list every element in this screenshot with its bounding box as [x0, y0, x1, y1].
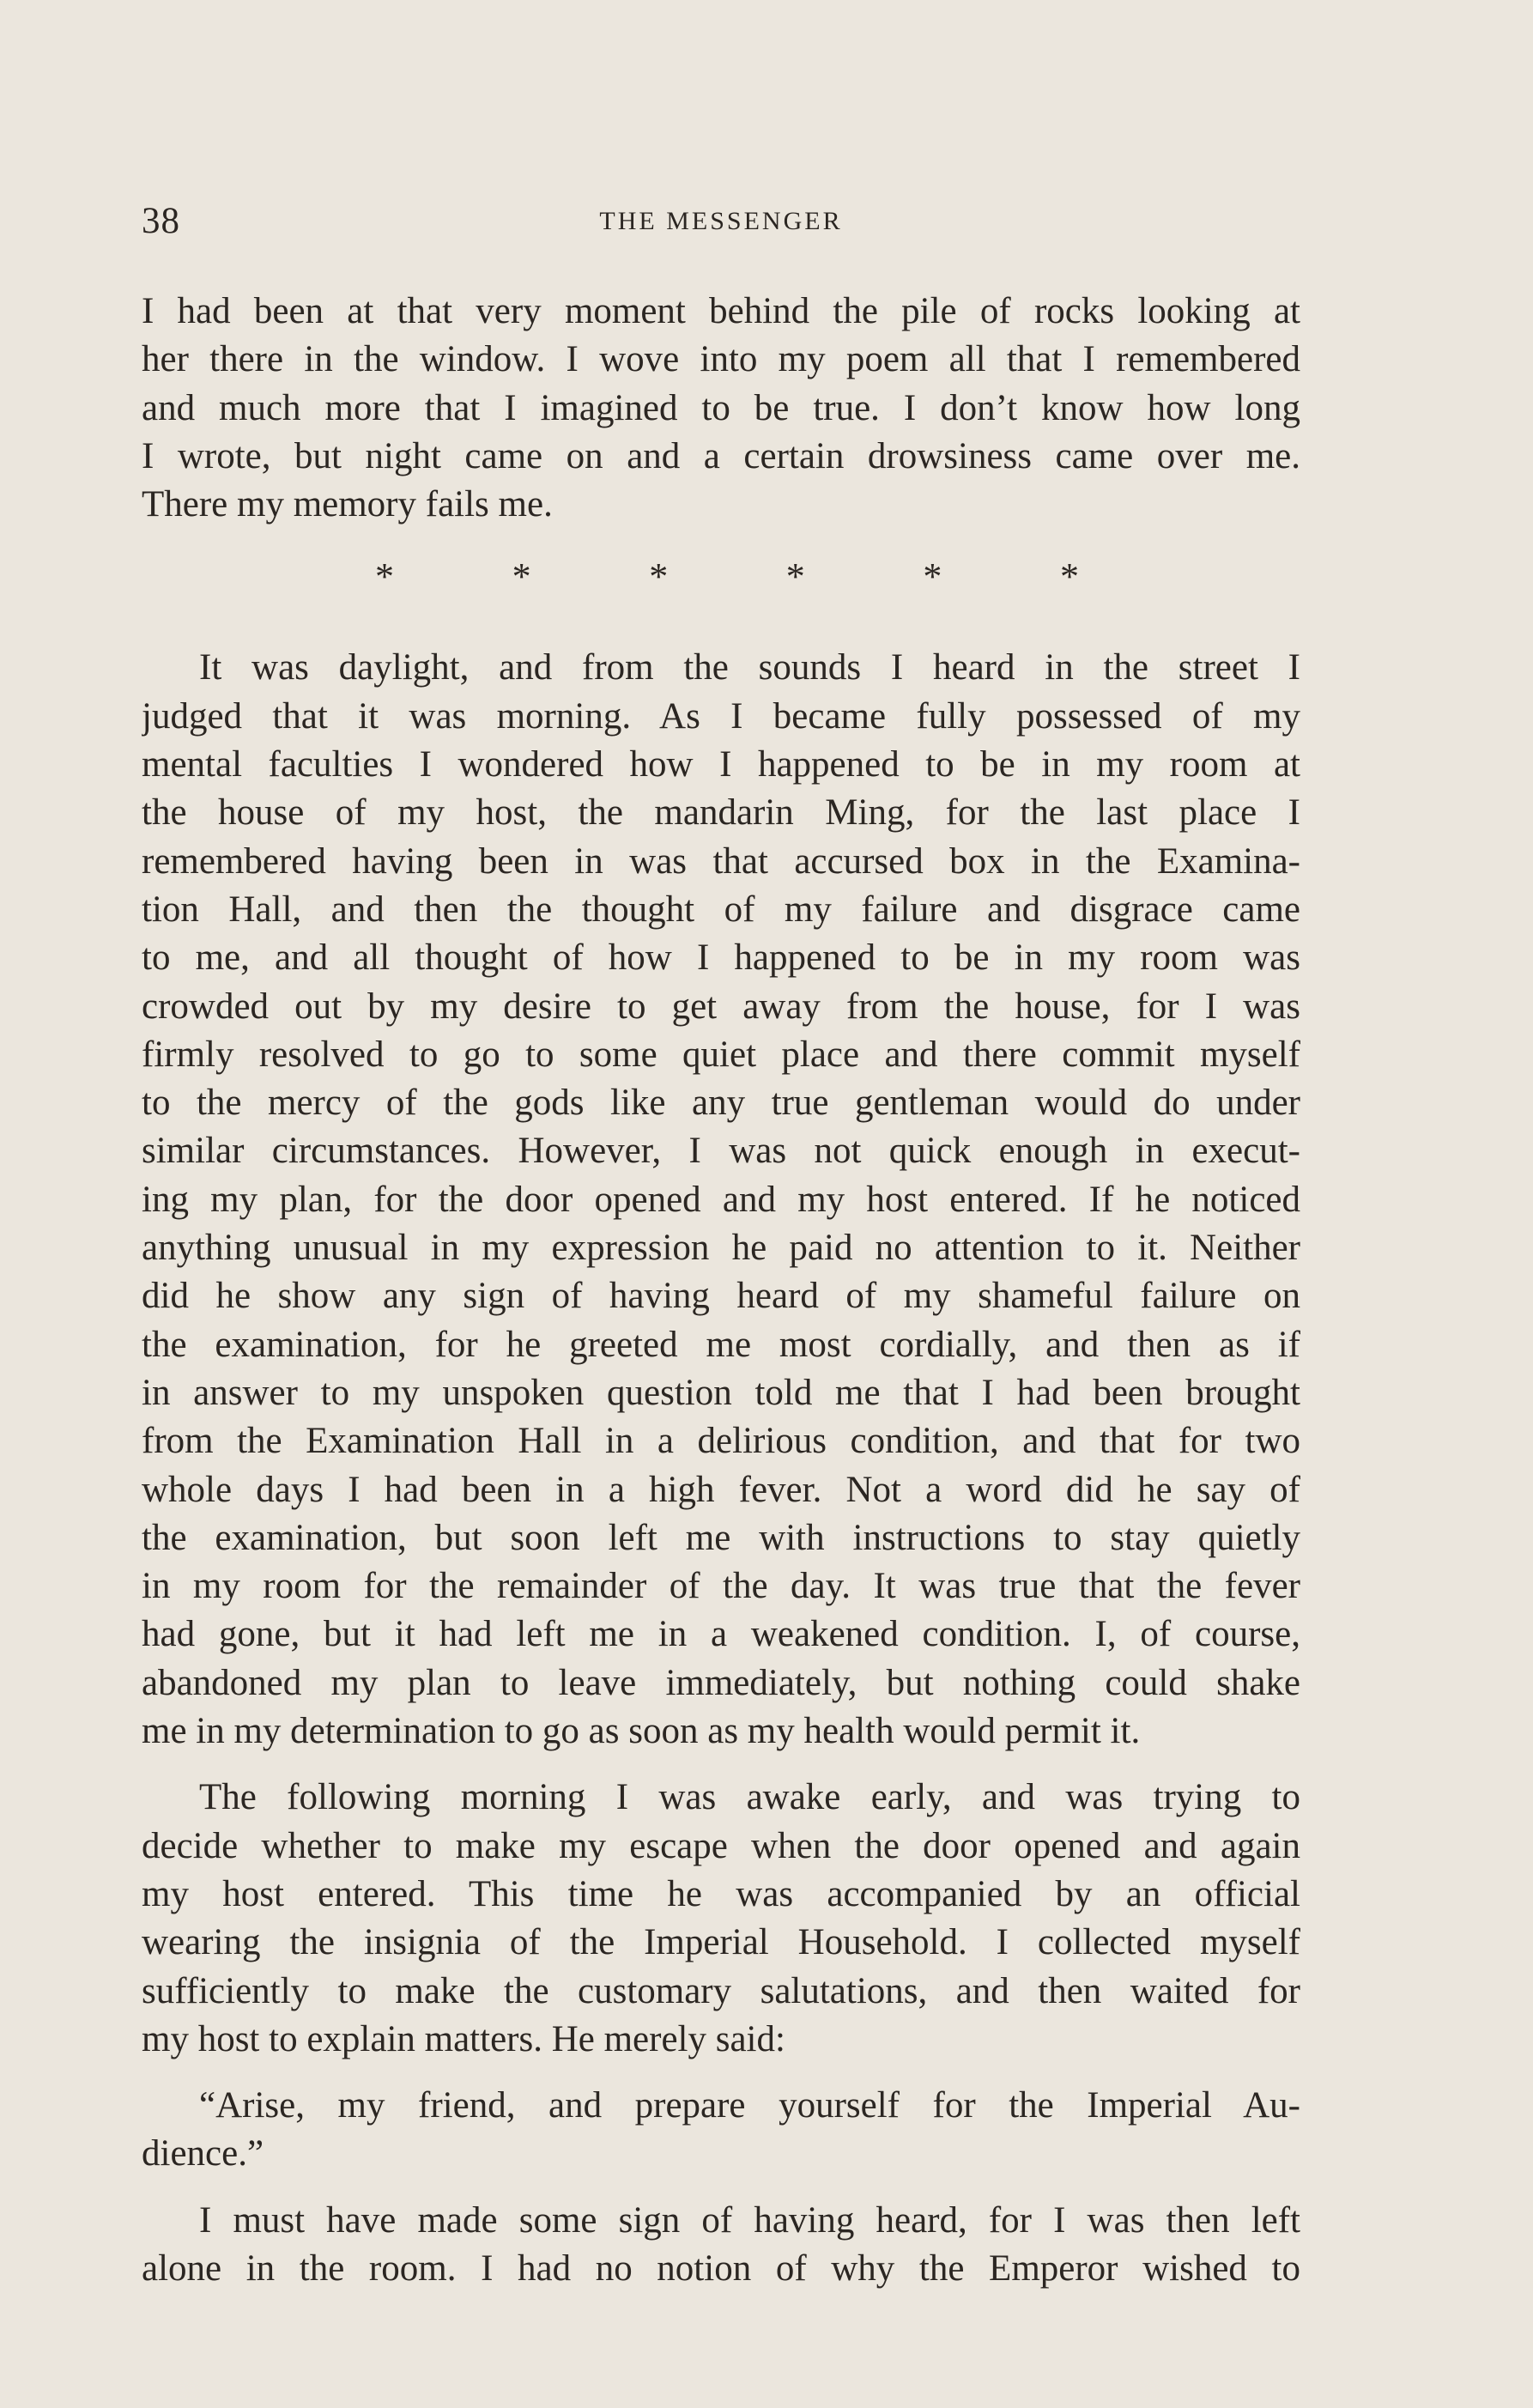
text-line: ing my plan, for the door opened and my host entered. If he noticed: [142, 1179, 1300, 1220]
text-line: “Arise, my friend, and prepare yourself for the Imperial Au-: [199, 2085, 1300, 2126]
text-line: alone in the room. I had no notion of why the Emperor wished to: [142, 2247, 1300, 2289]
paragraph: [142, 288, 1300, 529]
paragraph: [142, 2082, 1300, 2179]
text-line: I must have made some sign of having heard, for I was then left: [199, 2199, 1300, 2241]
text-line: to the mercy of the gods like any true gentleman would do under: [142, 1083, 1300, 1124]
paragraph-gap: [142, 2179, 1300, 2197]
text-line: sufficiently to make the customary salutations, and then waited for: [142, 1970, 1300, 2011]
text-line: me in my determination to go as soon as my health would permit it.: [142, 1711, 1141, 1752]
asterisk: *: [512, 555, 531, 598]
asterisk: *: [649, 555, 669, 598]
text-line: to me, and all thought of how I happened to be in my room was: [142, 937, 1300, 979]
paragraph: [142, 2197, 1300, 2294]
paragraph-gap: [142, 2064, 1300, 2082]
text-line: I had been at that very moment behind the pile of rocks looking at: [142, 291, 1300, 331]
text-line: whole days I had been in a high fever. Not a word did he say of: [142, 1469, 1300, 1510]
asterisk: *: [923, 555, 942, 598]
text-line: my host to explain matters. He merely said:: [142, 2018, 785, 2059]
asterisk: *: [785, 555, 805, 598]
text-line: did he show any sign of having heard of my shameful failure on: [142, 1276, 1300, 1317]
section-separator: [375, 553, 1079, 601]
text-line: tion Hall, and then the thought of my failure and disgrace came: [142, 889, 1300, 930]
text-line: in my room for the remainder of the day. It was true that the fever: [142, 1566, 1300, 1607]
text-line: crowded out by my desire to get away from the house, for I was: [142, 986, 1300, 1027]
text-line: The following morning I was awake early, and was trying to: [199, 1777, 1300, 1818]
page-header: [142, 196, 1300, 247]
body-text: [142, 288, 1300, 2293]
text-line: mental faculties I wondered how I happened to be in my room at: [142, 744, 1300, 785]
text-line: the examination, for he greeted me most cordially, and then as if: [142, 1324, 1300, 1365]
asterisk: *: [375, 555, 394, 598]
paragraph-gap: [142, 1756, 1300, 1774]
text-line: her there in the window. I wove into my poem all that I remembered: [142, 339, 1300, 380]
text-line: from the Examination Hall in a delirious condition, and that for two: [142, 1421, 1300, 1462]
text-line: wearing the insignia of the Imperial Household. I collected myself: [142, 1922, 1300, 1963]
text-line: had gone, but it had left me in a weakened condition. I, of course,: [142, 1614, 1300, 1655]
text-line: decide whether to make my escape when the door opened and again: [142, 1825, 1300, 1866]
asterisk: *: [1059, 555, 1079, 598]
text-line: the examination, but soon left me with instructions to stay quietly: [142, 1517, 1300, 1558]
text-line: I wrote, but night came on and a certain drowsiness came over me.: [142, 435, 1300, 476]
paragraph: [142, 1774, 1300, 2064]
text-line: the house of my host, the mandarin Ming, for the last place I: [142, 792, 1300, 834]
text-line: remembered having been in was that accursed box in the Examina-: [142, 840, 1300, 882]
paragraph: [142, 644, 1300, 1756]
text-line: abandoned my plan to leave immediately, but nothing could shake: [142, 1662, 1300, 1703]
text-line: It was daylight, and from the sounds I heard in the street I: [199, 647, 1300, 688]
text-line: in answer to my unspoken question told me that I had been brought: [142, 1372, 1300, 1413]
text-line: There my memory fails me.: [142, 484, 553, 525]
text-line: firmly resolved to go to some quiet place and there commit myself: [142, 1034, 1300, 1075]
text-line: my host entered. This time he was accompanied by an official: [142, 1873, 1300, 1914]
running-title: THE MESSENGER: [599, 207, 843, 235]
text-line: similar circumstances. However, I was not quick enough in execut-: [142, 1131, 1300, 1172]
page-number: 38: [142, 201, 180, 241]
text-line: and much more that I imagined to be true. I don’t know how long: [142, 387, 1300, 428]
text-line: anything unusual in my expression he paid no attention to it. Neither: [142, 1228, 1300, 1269]
text-line: dience.”: [142, 2133, 264, 2174]
text-line: judged that it was morning. As I became fully possessed of my: [142, 695, 1300, 737]
